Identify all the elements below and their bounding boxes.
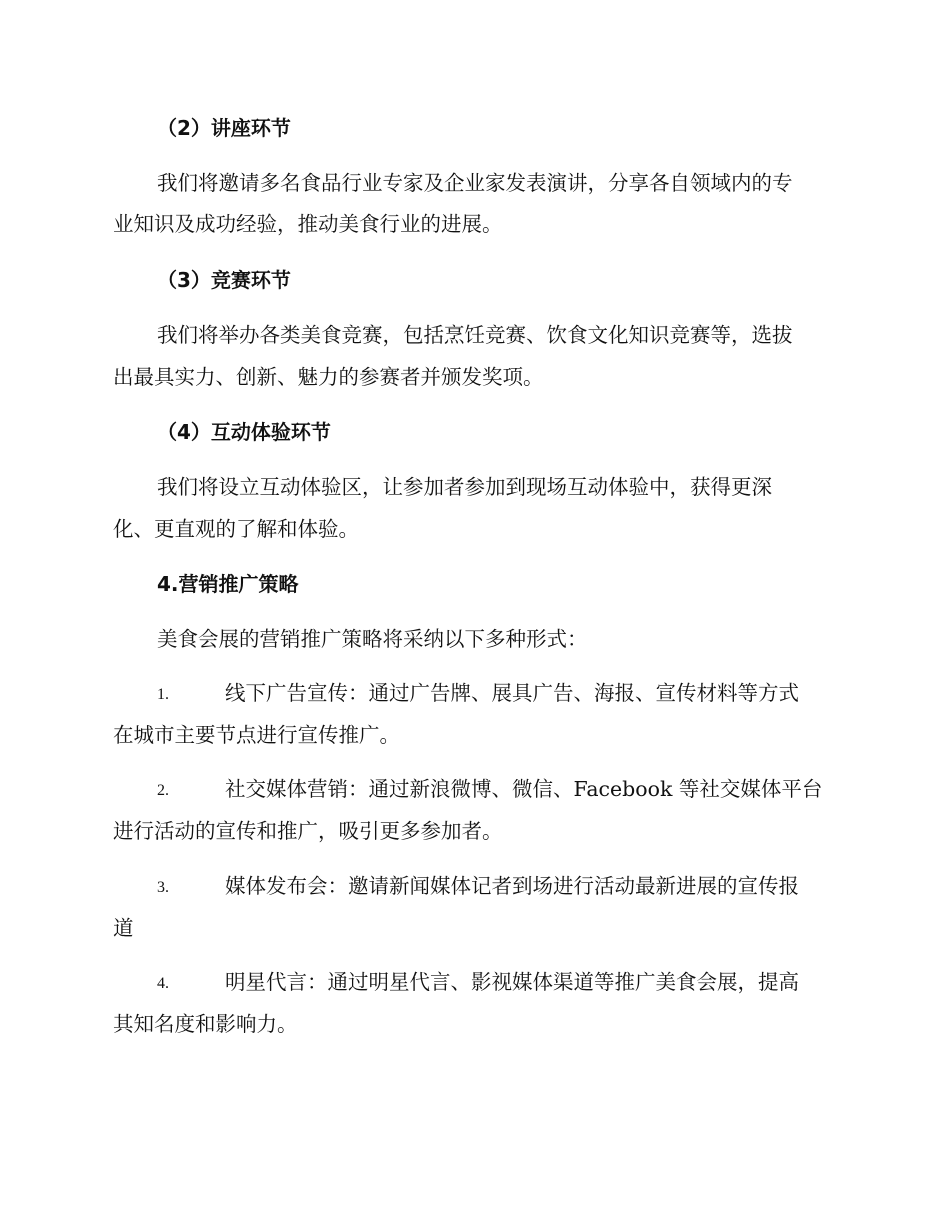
interactive-paragraph-line-2: 化、更直观的了解和体验。 <box>113 517 359 541</box>
list-item-number: 2. <box>157 782 169 799</box>
list-item-number: 4. <box>157 975 169 992</box>
list-item-line-1: 社交媒体营销：通过新浪微博、微信、Facebook 等社交媒体平台 <box>225 777 823 801</box>
list-item-number: 3. <box>157 879 169 896</box>
competition-paragraph-line-2: 出最具实力、创新、魅力的参赛者并颁发奖项。 <box>113 365 544 389</box>
section-heading-interactive: （4）互动体验环节 <box>157 420 331 444</box>
list-item-line-1: 线下广告宣传：通过广告牌、展具广告、海报、宣传材料等方式 <box>225 681 799 705</box>
list-item-line-1: 媒体发布会：邀请新闻媒体记者到场进行活动最新进展的宣传报 <box>225 874 799 898</box>
list-item-line-2: 在城市主要节点进行宣传推广。 <box>113 723 400 747</box>
section-heading-competition: （3）竞赛环节 <box>157 268 291 292</box>
lecture-paragraph-line-1: 我们将邀请多名食品行业专家及企业家发表演讲，分享各自领域内的专 <box>157 171 793 195</box>
section-heading-lecture: （2）讲座环节 <box>157 116 291 140</box>
marketing-intro: 美食会展的营销推广策略将采纳以下多种形式： <box>157 627 588 651</box>
list-item-line-2: 其知名度和影响力。 <box>113 1012 298 1036</box>
lecture-paragraph-line-2: 业知识及成功经验，推动美食行业的进展。 <box>113 212 503 236</box>
list-item-line-2: 道 <box>113 916 134 940</box>
list-item-line-2: 进行活动的宣传和推广，吸引更多参加者。 <box>113 819 503 843</box>
list-item-line-1: 明星代言：通过明星代言、影视媒体渠道等推广美食会展，提高 <box>225 970 799 994</box>
competition-paragraph-line-1: 我们将举办各类美食竞赛，包括烹饪竞赛、饮食文化知识竞赛等，选拔 <box>157 323 793 347</box>
section-heading-marketing: 4.营销推广策略 <box>157 572 299 596</box>
list-item-number: 1. <box>157 686 169 703</box>
interactive-paragraph-line-1: 我们将设立互动体验区，让参加者参加到现场互动体验中，获得更深 <box>157 475 772 499</box>
